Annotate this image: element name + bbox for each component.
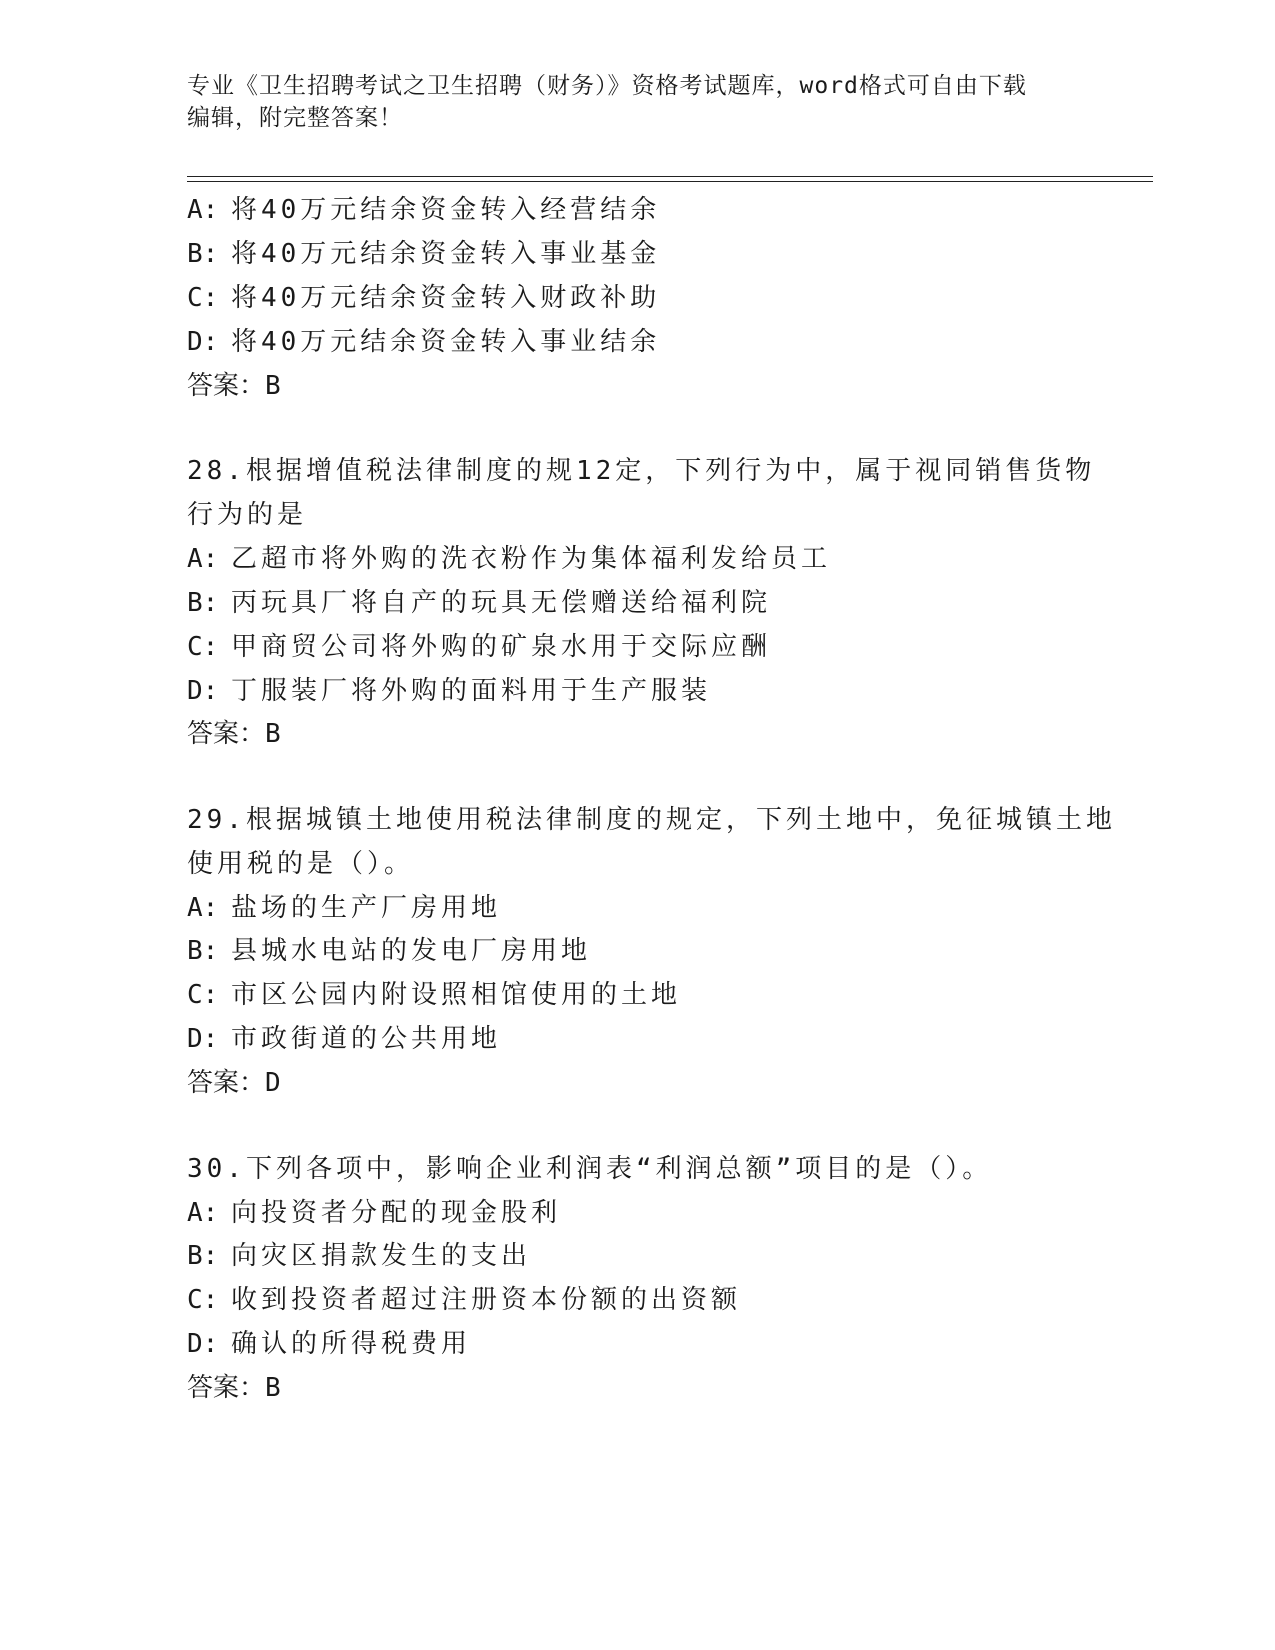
q28-option-a: A: 乙超市将外购的洗衣粉作为集体福利发给员工 xyxy=(187,544,832,574)
q29-option-a: A: 盐场的生产厂房用地 xyxy=(187,893,502,923)
q28-stem-line-2: 行为的是 xyxy=(187,500,308,530)
header-line-1: 专业《卫生招聘考试之卫生招聘（财务）》资格考试题库，word格式可自由下载 xyxy=(187,73,1027,99)
q28-stem-line-1: 28.根据增值税法律制度的规12定，下列行为中，属于视同销售货物 xyxy=(187,456,1096,486)
q29-answer: 答案：D xyxy=(187,1068,281,1098)
q30-option-a: A: 向投资者分配的现金股利 xyxy=(187,1198,562,1228)
q28-option-c: C: 甲商贸公司将外购的矿泉水用于交际应酬 xyxy=(187,632,772,662)
q27-option-b: B: 将40万元结余资金转入事业基金 xyxy=(187,239,661,269)
q30-option-c: C: 收到投资者超过注册资本份额的出资额 xyxy=(187,1285,742,1315)
q30-option-d: D: 确认的所得税费用 xyxy=(187,1329,472,1359)
q29-stem-line-2: 使用税的是（）。 xyxy=(187,849,415,879)
q28-option-d: D: 丁服装厂将外购的面料用于生产服装 xyxy=(187,676,712,706)
document-header xyxy=(187,70,1087,134)
q30-option-b: B: 向灾区捐款发生的支出 xyxy=(187,1241,532,1271)
header-divider-bottom xyxy=(187,181,1153,182)
q27-option-a: A: 将40万元结余资金转入经营结余 xyxy=(187,195,661,225)
q27-option-d: D: 将40万元结余资金转入事业结余 xyxy=(187,327,661,357)
q29-option-c: C: 市区公园内附设照相馆使用的土地 xyxy=(187,980,682,1010)
q27-option-c: C: 将40万元结余资金转入财政补助 xyxy=(187,283,661,313)
q29-stem-line-1: 29.根据城镇土地使用税法律制度的规定，下列土地中，免征城镇土地 xyxy=(187,805,1116,835)
q28-answer: 答案：B xyxy=(187,719,281,749)
header-divider-top xyxy=(187,176,1153,177)
q29-option-b: B: 县城水电站的发电厂房用地 xyxy=(187,936,592,966)
q27-answer: 答案：B xyxy=(187,371,281,401)
header-line-2: 编辑，附完整答案！ xyxy=(187,105,403,131)
q30-answer: 答案：B xyxy=(187,1373,281,1403)
q29-option-d: D: 市政街道的公共用地 xyxy=(187,1024,502,1054)
q30-stem-line-1: 30.下列各项中，影响企业利润表“利润总额”项目的是（）。 xyxy=(187,1154,993,1184)
q28-option-b: B: 丙玩具厂将自产的玩具无偿赠送给福利院 xyxy=(187,588,772,618)
